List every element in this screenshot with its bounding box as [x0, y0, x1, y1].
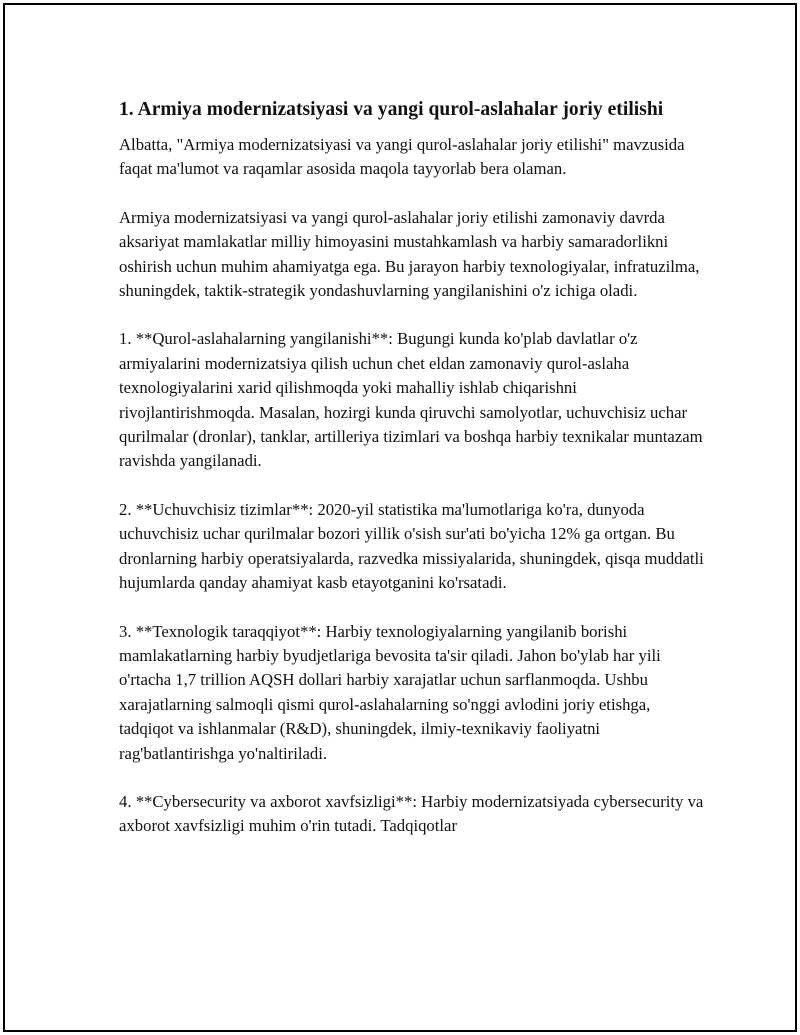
- document-title: 1. Armiya modernizatsiyasi va yangi qurol-aslahalar joriy etilishi: [119, 99, 664, 120]
- point-4-paragraph: 4. **Cybersecurity va axborot xavfsizligi**: Harbiy modernizatsiyada cybersecurity va axborot xavfsizligi muhim o'rin tutadi. Tadqiqotlar: [119, 791, 704, 836]
- overview-paragraph: Armiya modernizatsiyasi va yangi qurol-aslahalar joriy etilishi zamonaviy davrda aksariyat mamlakatlar milliy himoyasini mustahkamlash va harbiy samaradorlikni oshirish uchun muhim ahamiyatga ega. Bu jarayon harbiy texnologiyalar, infratuzilma, shuningdek, taktik-strategik yondashuvlarning yangilanishini o'z ichiga oladi.: [119, 207, 700, 301]
- point-2-paragraph: 2. **Uchuvchisiz tizimlar**: 2020-yil statistika ma'lumotlariga ko'ra, dunyoda uchuvchisiz uchar qurilmalar bozori yillik o'sish sur'ati bo'yicha 12% ga ortgan. Bu dronlarning harbiy operatsiyalarda, razvedka missiyalarida, shuningdek, qisqa muddatli hujumlarda qanday ahamiyat kasb etayotganini ko'rsatadi.: [119, 499, 704, 593]
- point-3-paragraph: 3. **Texnologik taraqqiyot**: Harbiy texnologiyalarning yangilanib borishi mamlakatlarning harbiy byudjetlariga bevosita ta'sir qiladi. Jahon bo'ylab har yili o'rtacha 1,7 trillion AQSH dollari harbiy xarajatlar uchun sarflanmoqda. Ushbu xarajatlarning salmoqli qismi qurol-aslahalarning so'nggi avlodini joriy etishga, tadqiqot va ishlanmalar (R&D), shuningdek, ilmiy-texnikaviy faoliyatni rag'batlantirishga yo'naltiriladi.: [119, 621, 661, 763]
- intro-paragraph: Albatta, "Armiya modernizatsiyasi va yangi qurol-aslahalar joriy etilishi" mavzusida faqat ma'lumot va raqamlar asosida maqola tayyorlab bera olaman.: [119, 135, 685, 179]
- document-page: [3, 3, 797, 1032]
- document-body: [119, 96, 704, 863]
- point-1-paragraph: 1. **Qurol-aslahalarning yangilanishi**: Bugungi kunda ko'plab davlatlar o'z armiyalarini modernizatsiya qilish uchun chet eldan zamonaviy qurol-aslaha texnologiyalarini xarid qilishmoqda yoki mahalliy ishlab chiqarishni rivojlantirishmoqda. Masalan, hozirgi kunda qiruvchi samolyotlar, uchuvchisiz uchar qurilmalar (dronlar), tanklar, artilleriya tizimlari va boshqa harbiy texnikalar muntazam ravishda yangilanadi.: [119, 329, 703, 471]
